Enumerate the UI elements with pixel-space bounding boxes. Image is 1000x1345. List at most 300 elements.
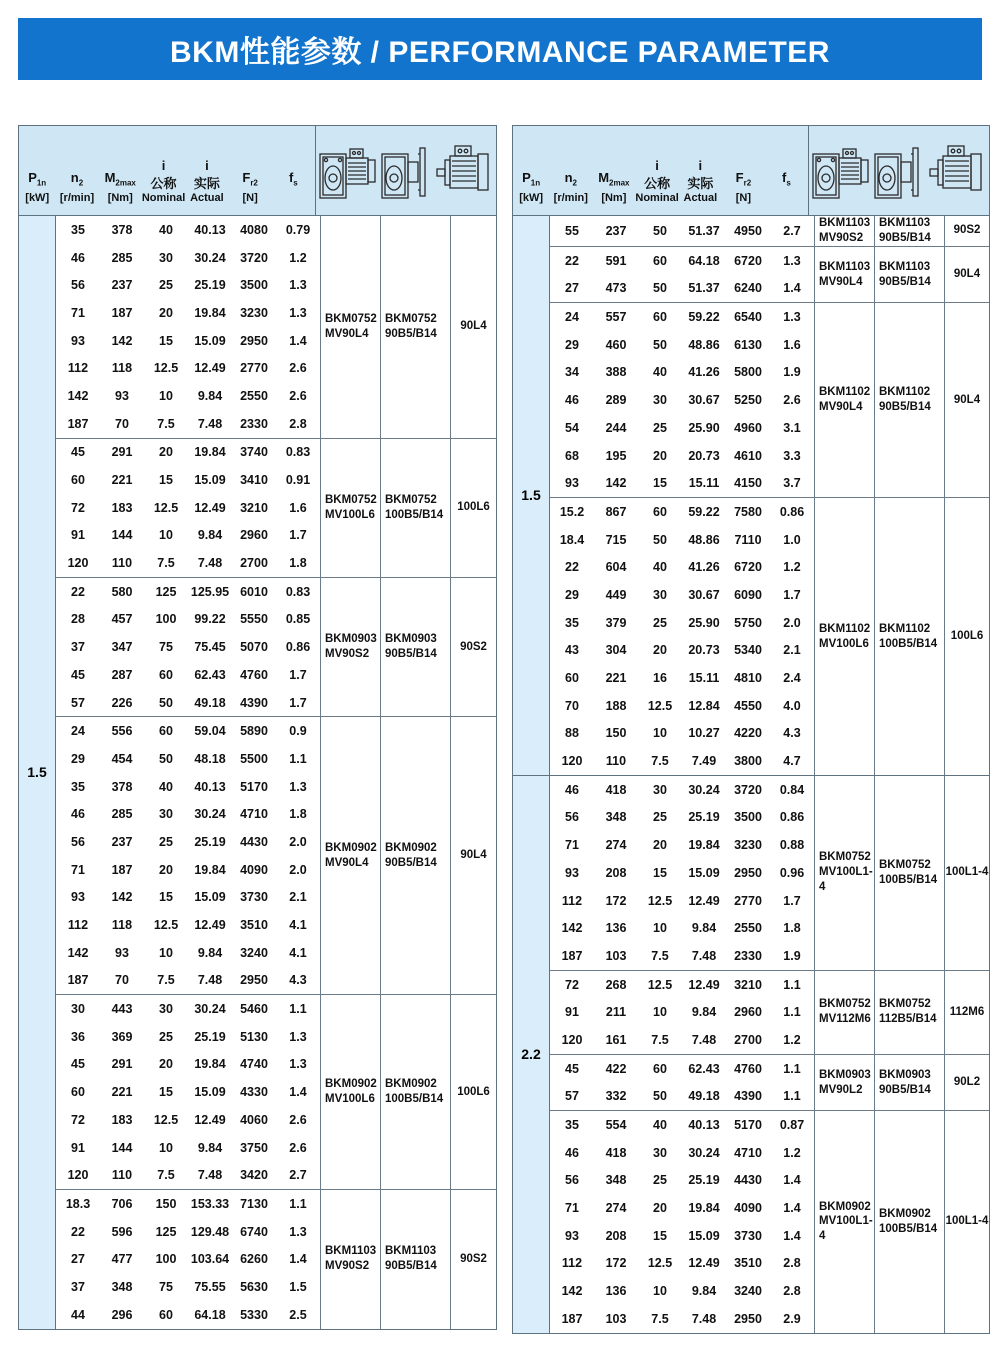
- cell: 9.84: [691, 1284, 717, 1299]
- cell: 59.22: [688, 504, 720, 519]
- ratio-group: [56, 438, 496, 577]
- cell: 30.67: [688, 587, 720, 602]
- cell: 5330: [240, 1307, 268, 1322]
- cell: 3410: [240, 473, 268, 488]
- cell: 15: [159, 1085, 173, 1100]
- cell: 142: [67, 945, 89, 960]
- cell: 41.26: [688, 560, 720, 575]
- cell: 10: [653, 921, 667, 936]
- cell: 2550: [240, 388, 268, 403]
- cell: 3.1: [783, 420, 801, 435]
- model-line: 90B5/B14: [385, 648, 437, 661]
- cell: 15.09: [194, 1085, 226, 1100]
- cell: 0.86: [779, 810, 805, 825]
- cell: 144: [111, 528, 133, 543]
- cell: 2.6: [289, 1140, 307, 1155]
- cell: 19.84: [194, 1057, 226, 1072]
- ratio-group: [550, 246, 989, 302]
- model-line: BKM0902: [385, 841, 437, 854]
- cell: 88: [565, 726, 579, 741]
- cell: 4220: [734, 726, 762, 741]
- table-row: [550, 275, 814, 303]
- cell: 3750: [240, 1140, 268, 1155]
- table-row: [550, 747, 814, 775]
- cell: 15.09: [194, 890, 226, 905]
- cell: 3720: [734, 782, 762, 797]
- table-row: [550, 942, 814, 970]
- cell: 15: [653, 1228, 667, 1243]
- cell: 35: [565, 1118, 579, 1133]
- cell: 187: [111, 305, 133, 320]
- model-line: MV90L2: [819, 1083, 863, 1096]
- column-header-label: 实际: [193, 176, 220, 191]
- ratio-group: [550, 1110, 989, 1333]
- table-row: [56, 1161, 320, 1189]
- model-line: MV90L4: [819, 401, 863, 414]
- cell: 49.18: [688, 1089, 720, 1104]
- cell: 46: [565, 782, 579, 797]
- cell: 25: [653, 1173, 667, 1188]
- table-row: [550, 776, 814, 804]
- cell: 29: [565, 587, 579, 602]
- cell: 120: [561, 754, 583, 769]
- cell: 1.4: [783, 281, 801, 296]
- cell: 30: [159, 807, 173, 822]
- model-gearmotor-cell: [814, 1111, 874, 1333]
- column-header-label: $n_2$: [564, 170, 577, 188]
- model-motor-flange-cell: [874, 1055, 944, 1110]
- cell: 112: [561, 1256, 583, 1271]
- cell: 379: [605, 615, 627, 630]
- cell: 112: [561, 893, 583, 908]
- model-line: MV90L4: [325, 856, 369, 869]
- cell: 7.5: [651, 948, 669, 963]
- table-row: [56, 717, 320, 745]
- cell: 1.4: [289, 1252, 307, 1267]
- cell: 1.1: [289, 1002, 307, 1017]
- column-header-unit: [kW]: [25, 192, 50, 204]
- cell: 22: [565, 253, 579, 268]
- cell: 57: [71, 695, 85, 710]
- cell: 2.0: [783, 615, 801, 630]
- cell: 6720: [734, 560, 762, 575]
- cell: 4710: [240, 807, 268, 822]
- model-line: BKM0903: [385, 633, 437, 646]
- cell: 22: [71, 1224, 85, 1239]
- cell: 6260: [240, 1252, 268, 1267]
- frame-size-cell: 100L6: [944, 498, 989, 775]
- cell: 0.91: [285, 473, 311, 488]
- cell: 226: [111, 695, 133, 710]
- cell: 72: [71, 500, 85, 515]
- table-row: [56, 299, 320, 327]
- table-row: [56, 661, 320, 689]
- cell: 0.83: [285, 445, 311, 460]
- model-line: BKM0902: [325, 1078, 377, 1091]
- cell: 10: [653, 1284, 667, 1299]
- cell: 20: [159, 1057, 173, 1072]
- model-line: MV112M6: [819, 1013, 871, 1026]
- cell: 15: [653, 476, 667, 491]
- model-line: 100B5/B14: [385, 1093, 444, 1106]
- cell: 3240: [240, 945, 268, 960]
- model-line: 90B5/B14: [385, 1260, 437, 1273]
- cell: 7.5: [157, 973, 175, 988]
- cell: 24: [71, 724, 85, 739]
- cell: 0.83: [285, 584, 311, 599]
- cell: 5340: [734, 643, 762, 658]
- cell: 3730: [240, 890, 268, 905]
- cell: 12.49: [194, 500, 226, 515]
- cell: 4390: [240, 695, 268, 710]
- cell: 7.5: [651, 754, 669, 769]
- cell: 187: [561, 1311, 583, 1326]
- frame-size-cell: 90L4: [450, 216, 496, 438]
- table-row: [550, 303, 814, 331]
- cell: 3210: [734, 977, 762, 992]
- cell: 93: [565, 865, 579, 880]
- table-row: [56, 244, 320, 272]
- table-row: [550, 720, 814, 748]
- cell: 3500: [734, 810, 762, 825]
- cell: 91: [71, 528, 85, 543]
- cell: 20: [159, 862, 173, 877]
- column-header: [635, 126, 678, 215]
- model-line: 90B5/B14: [879, 231, 931, 244]
- cell: 715: [605, 532, 627, 547]
- cell: 7.5: [157, 1168, 175, 1183]
- cell: 40: [653, 1118, 667, 1133]
- model-gearmotor-cell: [320, 439, 380, 577]
- cell: 1.5: [289, 1279, 307, 1294]
- cell: 7.48: [691, 948, 717, 963]
- cell: 57: [565, 1089, 579, 1104]
- motor-drawings: [315, 126, 496, 215]
- cell: 40.13: [194, 222, 226, 237]
- cell: 30: [653, 393, 667, 408]
- table-row: [550, 1222, 814, 1250]
- cell: 1.3: [289, 1029, 307, 1044]
- cell: 112: [67, 361, 89, 376]
- motor-front-icon: [436, 140, 494, 202]
- model-line: BKM1103: [325, 1245, 377, 1258]
- gearmotor-flange-icon: [380, 140, 436, 202]
- model-line: BKM1103: [879, 217, 931, 229]
- table-row: [56, 745, 320, 773]
- cell: 12.49: [194, 1112, 226, 1127]
- table-row: [550, 1167, 814, 1195]
- column-header-unit: [r/min]: [59, 192, 95, 204]
- cell: 2700: [240, 556, 268, 571]
- cell: 60: [159, 1307, 173, 1322]
- cell: 6720: [734, 253, 762, 268]
- cell: 457: [111, 612, 133, 627]
- table-row: [550, 526, 814, 554]
- cell: 68: [565, 448, 579, 463]
- cell: 59.22: [688, 310, 720, 325]
- column-header-label: $P_{1n}$: [28, 170, 47, 188]
- gearmotor-flange-icon: [873, 140, 929, 202]
- cell: 591: [605, 253, 627, 268]
- cell: 50: [159, 695, 173, 710]
- cell: 1.1: [783, 1061, 801, 1076]
- cell: 5170: [734, 1118, 762, 1133]
- cell: 12.49: [688, 977, 720, 992]
- model-line: BKM1103: [385, 1245, 437, 1258]
- model-line: 100B5/B14: [879, 1222, 938, 1235]
- cell: 40: [159, 779, 173, 794]
- cell: 2.5: [289, 1307, 307, 1322]
- cell: 7.49: [691, 754, 717, 769]
- model-gearmotor-cell: [814, 1055, 874, 1110]
- cell: 40: [159, 222, 173, 237]
- cell: 0.79: [285, 222, 311, 237]
- column-header: [19, 126, 55, 215]
- power-group: [513, 775, 989, 1333]
- cell: 125.95: [190, 584, 230, 599]
- model-line: 90B5/B14: [385, 327, 437, 340]
- table-row: [56, 1273, 320, 1301]
- cell: 9.84: [197, 528, 223, 543]
- table-row: [550, 887, 814, 915]
- table-row: [56, 494, 320, 522]
- cell: 30.24: [688, 1145, 720, 1160]
- model-motor-flange-cell: [874, 498, 944, 775]
- cell: 35: [71, 779, 85, 794]
- table-row: [550, 469, 814, 497]
- cell: 473: [605, 281, 627, 296]
- model-line: 100B5/B14: [879, 873, 938, 886]
- cell: 4.0: [783, 698, 801, 713]
- cell: 296: [111, 1307, 133, 1322]
- cell: 30.24: [194, 1002, 226, 1017]
- cell: 3230: [734, 838, 762, 853]
- cell: 3730: [734, 1228, 762, 1243]
- cell: 4060: [240, 1112, 268, 1127]
- cell: 4.3: [289, 973, 307, 988]
- model-line: 100B5/B14: [385, 508, 444, 521]
- cell: 2950: [734, 865, 762, 880]
- table-row: [550, 498, 814, 526]
- cell: 2.8: [783, 1256, 801, 1271]
- cell: 1.7: [783, 893, 801, 908]
- column-header-label: $M_{2max}$: [104, 170, 136, 188]
- cell: 237: [111, 278, 133, 293]
- table-body: [513, 216, 989, 1333]
- cell: 0.88: [779, 838, 805, 853]
- cell: 93: [115, 388, 129, 403]
- p1n-value: 1.5: [513, 216, 550, 775]
- cell: 161: [605, 1032, 627, 1047]
- cell: 2.8: [783, 1284, 801, 1299]
- column-header-unit: [Nm]: [107, 192, 133, 204]
- cell: 27: [71, 1252, 85, 1267]
- cell: 2550: [734, 921, 762, 936]
- table-row: [550, 442, 814, 470]
- cell: 91: [71, 1140, 85, 1155]
- cell: 25.19: [194, 278, 226, 293]
- cell: 19.84: [688, 838, 720, 853]
- cell: 46: [565, 1145, 579, 1160]
- table-row: [550, 998, 814, 1026]
- cell: 22: [565, 560, 579, 575]
- cell: 56: [71, 834, 85, 849]
- cell: 71: [565, 1201, 579, 1216]
- cell: 12.5: [647, 977, 673, 992]
- table-row: [550, 1083, 814, 1111]
- cell: 5170: [240, 779, 268, 794]
- cell: 7.48: [197, 1168, 223, 1183]
- cell: 75: [159, 640, 173, 655]
- cell: 2.4: [783, 671, 801, 686]
- model-line: MV90L4: [819, 275, 863, 288]
- frame-size-cell: 112M6: [944, 971, 989, 1054]
- table-row: [56, 549, 320, 577]
- column-header: [99, 126, 142, 215]
- power-group: [513, 216, 989, 775]
- cell: 71: [71, 305, 85, 320]
- column-header: [513, 126, 549, 215]
- cell: 142: [561, 921, 583, 936]
- table-row: [56, 466, 320, 494]
- ratio-group: [550, 216, 989, 246]
- cell: 187: [111, 862, 133, 877]
- cell: 12.5: [647, 1256, 673, 1271]
- cell: 4.1: [289, 918, 307, 933]
- column-header-unit: [r/min]: [553, 192, 588, 204]
- model-gearmotor-cell: [814, 776, 874, 970]
- cell: 7.48: [197, 973, 223, 988]
- ratio-group: [550, 1054, 989, 1110]
- title-banner: [18, 18, 982, 80]
- cell: 93: [71, 890, 85, 905]
- cell: 30.67: [688, 393, 720, 408]
- cell: 45: [565, 1061, 579, 1076]
- cell: 10: [159, 528, 173, 543]
- cell: 1.9: [783, 948, 801, 963]
- cell: 388: [605, 365, 627, 380]
- cell: 2700: [734, 1032, 762, 1047]
- table-row: [56, 382, 320, 410]
- cell: 4080: [240, 222, 268, 237]
- cell: 30: [653, 782, 667, 797]
- cell: 49.18: [194, 695, 226, 710]
- cell: 48.86: [688, 532, 720, 547]
- cell: 60: [71, 1085, 85, 1100]
- frame-size-cell: 90L4: [450, 717, 496, 994]
- table-row: [56, 1023, 320, 1051]
- column-header-label: 公称: [644, 176, 671, 191]
- model-line: 90B5/B14: [879, 1083, 931, 1096]
- model-gearmotor-cell: [320, 717, 380, 994]
- model-motor-flange-cell: [874, 303, 944, 497]
- table-row: [550, 1194, 814, 1222]
- model-line: BKM0752: [385, 493, 437, 506]
- cell: 20: [653, 838, 667, 853]
- cell: 291: [111, 445, 133, 460]
- cell: 4760: [240, 667, 268, 682]
- cell: 15.09: [688, 1228, 720, 1243]
- power-group: [19, 216, 496, 1329]
- cell: 25: [159, 278, 173, 293]
- cell: 72: [71, 1112, 85, 1127]
- cell: 0.86: [779, 504, 805, 519]
- table-row: [550, 1026, 814, 1054]
- cell: 48.18: [194, 751, 226, 766]
- cell: 25.90: [688, 615, 720, 630]
- cell: 50: [653, 337, 667, 352]
- cell: 237: [111, 834, 133, 849]
- cell: 60: [71, 473, 85, 488]
- table-row: [56, 354, 320, 382]
- cell: 0.9: [289, 724, 307, 739]
- cell: 221: [111, 473, 133, 488]
- cell: 2.8: [289, 416, 307, 431]
- model-line: BKM0903: [879, 1068, 931, 1081]
- cell: 454: [111, 751, 133, 766]
- ratio-group: [550, 776, 989, 970]
- cell: 144: [111, 1140, 133, 1155]
- model-line: MV100L6: [325, 1093, 375, 1106]
- model-line: BKM0902: [325, 841, 377, 854]
- cell: 4740: [240, 1057, 268, 1072]
- cell: 60: [653, 253, 667, 268]
- ratio-group: [550, 497, 989, 775]
- model-line: BKM1102: [819, 386, 871, 399]
- column-header-unit: Nominal: [141, 192, 186, 204]
- cell: 18.4: [559, 532, 585, 547]
- table-row: [550, 581, 814, 609]
- cell: 4810: [734, 671, 762, 686]
- cell: 4150: [734, 476, 762, 491]
- cell: 1.6: [289, 500, 307, 515]
- cell: 56: [565, 1173, 579, 1188]
- cell: 1.4: [783, 1228, 801, 1243]
- model-motor-flange-cell: [874, 1111, 944, 1333]
- ratio-group: [56, 216, 496, 438]
- model-gearmotor-cell: [320, 578, 380, 716]
- model-line: BKM0752: [325, 493, 377, 506]
- cell: 1.8: [289, 556, 307, 571]
- cell: 37: [71, 1279, 85, 1294]
- cell: 36: [71, 1029, 85, 1044]
- cell: 449: [605, 587, 627, 602]
- cell: 15.09: [688, 865, 720, 880]
- cell: 369: [111, 1029, 133, 1044]
- cell: 2.9: [783, 1311, 801, 1326]
- cell: 3510: [734, 1256, 762, 1271]
- table-row: [56, 1051, 320, 1079]
- cell: 556: [111, 724, 133, 739]
- model-motor-flange-cell: [380, 216, 450, 438]
- table-row: [56, 633, 320, 661]
- cell: 3740: [240, 445, 268, 460]
- cell: 136: [605, 921, 627, 936]
- cell: 2.7: [783, 223, 801, 238]
- cell: 1.3: [783, 253, 801, 268]
- column-header-top: i: [205, 158, 209, 173]
- table-row: [56, 271, 320, 299]
- table-row: [550, 1250, 814, 1278]
- cell: 348: [605, 810, 627, 825]
- cell: 118: [111, 918, 133, 933]
- cell: 93: [565, 476, 579, 491]
- table-row: [550, 914, 814, 942]
- cell: 3210: [240, 500, 268, 515]
- table-row: [56, 1218, 320, 1246]
- cell: 150: [605, 726, 627, 741]
- cell: 348: [111, 1279, 133, 1294]
